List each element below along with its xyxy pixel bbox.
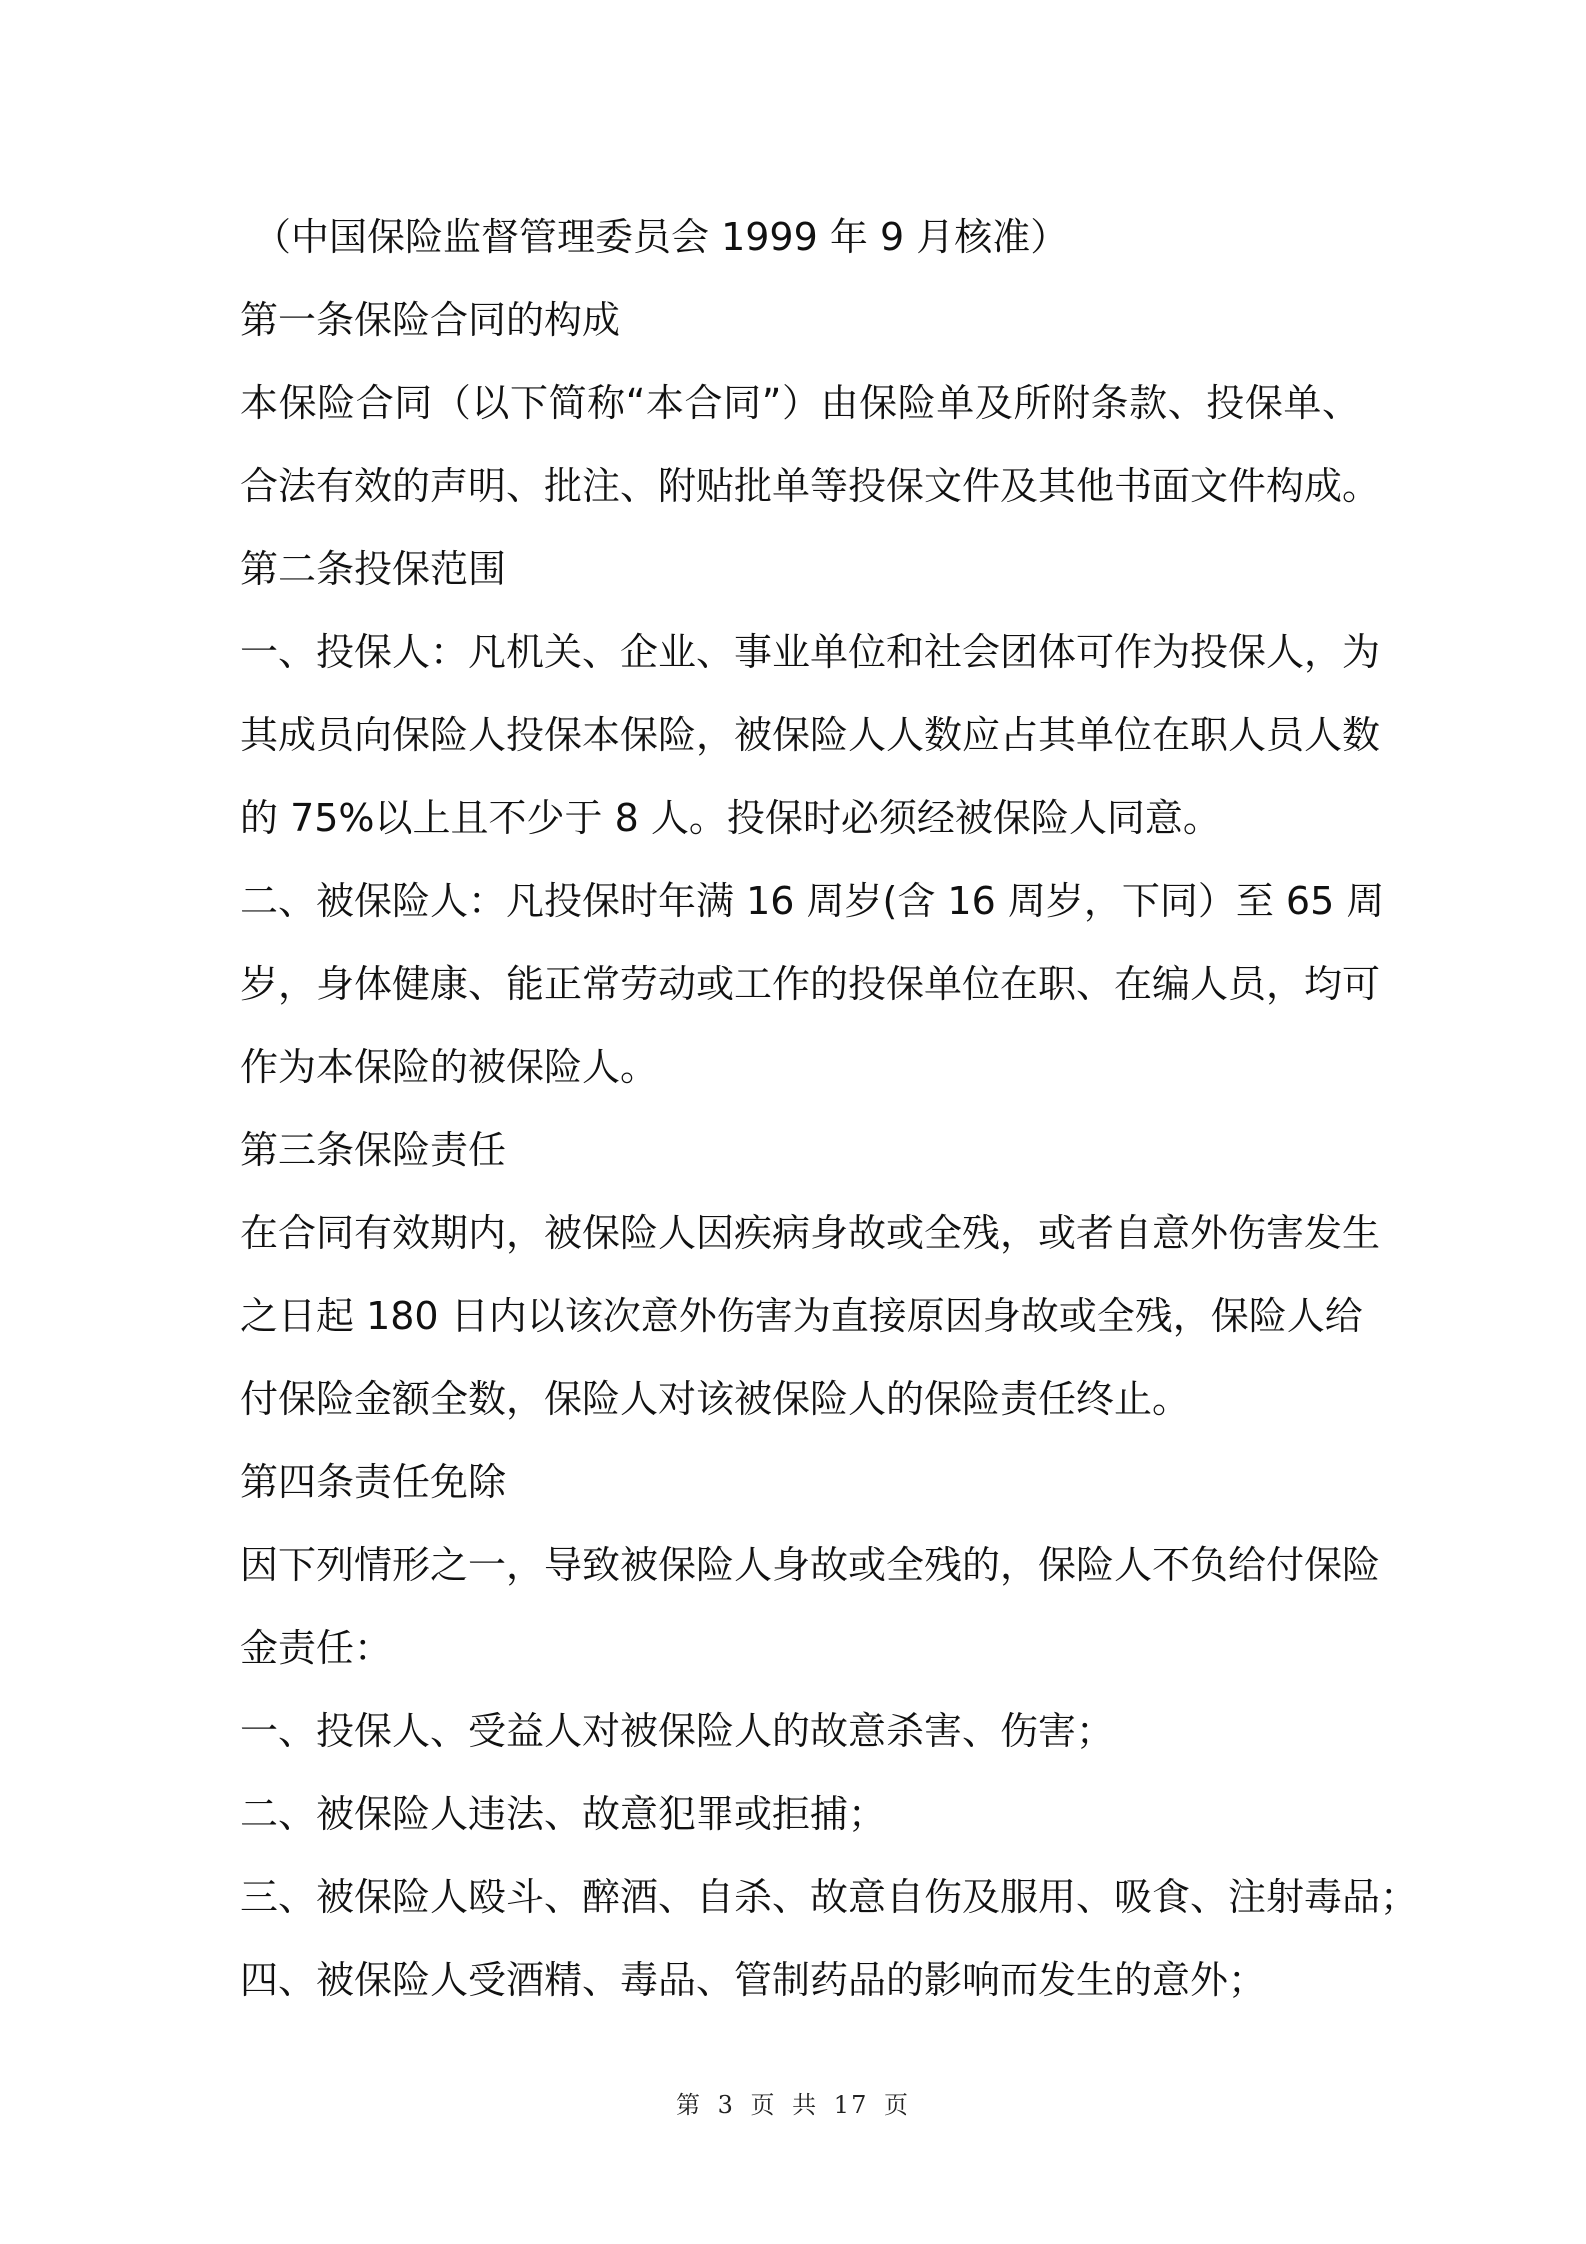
article-4-heading: 第四条责任免除 — [240, 1460, 507, 1504]
article-2-item-1-line-2: 其成员向保险人投保本保险，被保险人人数应占其单位在职人员人数 — [240, 713, 1381, 757]
article-1-text-line-1: 本保险合同（以下简称“本合同”）由保险单及所附条款、投保单、 — [240, 381, 1360, 425]
article-2-item-2-line-1: 二、被保险人：凡投保时年满 16 周岁(含 16 周岁，下同）至 65 周 — [240, 879, 1385, 923]
article-4-item-1: 一、投保人、受益人对被保险人的故意杀害、伤害； — [240, 1709, 1115, 1753]
article-4-intro-line-1: 因下列情形之一，导致被保险人身故或全残的，保险人不负给付保险 — [240, 1543, 1381, 1587]
article-4-item-4: 四、被保险人受酒精、毒品、管制药品的影响而发生的意外； — [240, 1958, 1267, 2002]
article-2-item-1-line-3: 的 75%以上且不少于 8 人。投保时必须经被保险人同意。 — [240, 796, 1221, 840]
article-2-item-1-line-1: 一、投保人：凡机关、企业、事业单位和社会团体可作为投保人，为 — [240, 630, 1381, 674]
article-2-item-2-line-3: 作为本保险的被保险人。 — [240, 1045, 659, 1089]
approval-note: （中国保险监督管理委员会 1999 年 9 月核准） — [253, 215, 1069, 259]
article-4-intro-line-2: 金责任： — [240, 1626, 393, 1670]
article-3-text-line-3: 付保险金额全数，保险人对该被保险人的保险责任终止。 — [240, 1377, 1191, 1421]
article-1-heading: 第一条保险合同的构成 — [240, 298, 621, 342]
article-2-item-2-line-2: 岁，身体健康、能正常劳动或工作的投保单位在职、在编人员，均可 — [240, 962, 1381, 1006]
document-body — [240, 196, 1419, 2022]
article-2-heading: 第二条投保范围 — [240, 547, 507, 591]
article-1-text-line-2: 合法有效的声明、批注、附贴批单等投保文件及其他书面文件构成。 — [240, 464, 1381, 508]
article-3-heading: 第三条保险责任 — [240, 1128, 507, 1172]
article-4-item-2: 二、被保险人违法、故意犯罪或拒捕； — [240, 1792, 887, 1836]
article-4-item-3: 三、被保险人殴斗、醉酒、自杀、故意自伤及服用、吸食、注射毒品； — [240, 1875, 1419, 1919]
article-3-text-line-1: 在合同有效期内，被保险人因疾病身故或全残，或者自意外伤害发生 — [240, 1211, 1381, 1255]
article-3-text-line-2: 之日起 180 日内以该次意外伤害为直接原因身故或全残，保险人给 — [240, 1294, 1363, 1338]
page-number-footer: 第 3 页 共 17 页 — [676, 2091, 910, 2119]
